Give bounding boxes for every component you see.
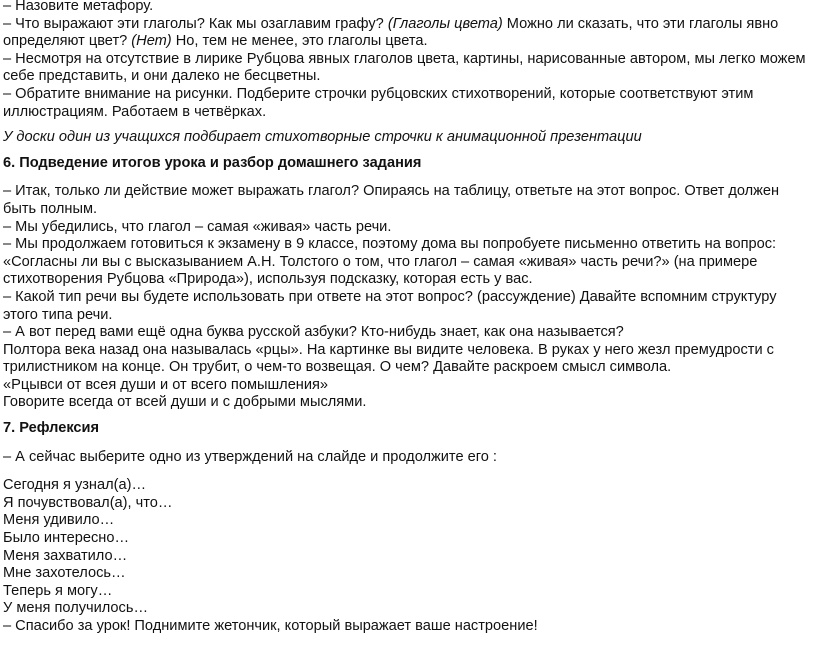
line-rubtsov-lyrics: – Несмотря на отсутствие в лирике Рубцова явных глаголов цвета, картины, нарисованные автором, мы легко можем себе представить, и они далеко не бесцветны. [3, 50, 806, 85]
list-item: Меня удивило… [3, 512, 115, 529]
section-6-paragraph-2: – Мы убедились, что глагол – самая «живая» часть речи. [3, 218, 392, 235]
list-item: Меня захватило… [3, 547, 128, 564]
closing-line: – Спасибо за урок! Поднимите жетончик, который выражает ваше настроение! [3, 618, 538, 634]
section-6-title: 6. Подведение итогов урока и разбор домашнего задания [3, 154, 422, 171]
section-6-quote: «Рцывси от всея души и от всего помышления» [3, 376, 329, 393]
question-text: – Что выражают эти глаголы? Как мы озаглавим графу? [3, 15, 388, 32]
list-item: Было интересно… [3, 530, 130, 547]
line-illustrations-task: – Обратите внимание на рисунки. Подберите строчки рубцовских стихотворений, которые соответствуют этим иллюстрациям. Работаем в четвёрках. [3, 85, 754, 120]
list-item: Теперь я могу… [3, 582, 113, 599]
line-name-metaphor: – Назовите метафору. [3, 0, 154, 14]
section-7-title: 7. Рефлексия [3, 420, 100, 437]
section-6-paragraph-3: – Мы продолжаем готовиться к экзамену в 9 классе, поэтому дома вы попробуете письменно ответить на вопрос: «Согласны ли вы с высказыванием А.Н. Толстого о том, что глагол – самая «живая» часть речи?» (на примере стихотворения Рубцова «Природа»), используя подсказку, которая есть у вас. [3, 236, 777, 288]
section-6-paragraph-5: – А вот перед вами ещё одна буква русской азбуки? Кто-нибудь знает, как она называется? [3, 324, 624, 341]
list-item: Сегодня я узнал(а)… [3, 477, 147, 494]
section-6-paragraph-1: – Итак, только ли действие может выражать глагол? Опираясь на таблицу, ответьте на этот вопрос. Ответ должен быть полным. [3, 183, 780, 217]
section-6-paragraph-4: – Какой тип речи вы будете использовать при ответе на этот вопрос? (рассуждение) Давайте вспомним структуру этого типа речи. [3, 288, 777, 323]
question-text-3: Но, тем не менее, это глаголы цвета. [171, 33, 428, 50]
teacher-note: У доски один из учащихся подбирает стихотворные строчки к анимационной презентации [3, 129, 642, 146]
document-page [3, 0, 809, 636]
list-item: У меня получилось… [3, 600, 149, 617]
section-6-paragraph-8: Говорите всегда от всей души и с добрыми мыслями. [3, 394, 367, 411]
section-7-intro: – А сейчас выберите одно из утверждений на слайде и продолжите его : [3, 448, 497, 465]
reflection-list [3, 477, 809, 618]
list-item: Я почувствовал(а), что… [3, 494, 173, 511]
question-text-2: Можно ли сказать, что эти глаголы явно определяют цвет? [3, 15, 779, 50]
answer-no: (Нет) [131, 33, 172, 50]
line-color-verbs-question [3, 16, 809, 51]
list-item: Мне захотелось… [3, 565, 126, 582]
answer-color-verbs: (Глаголы цвета) [387, 15, 503, 32]
section-6-paragraph-6: Полтора века назад она называлась «рцы». На картинке вы видите человека. В руках у него жезл премудрости с трилистником на конце. Он трубит, о чем-то возвещая. О чем? Давайте раскроем смысл символа. [3, 341, 774, 376]
